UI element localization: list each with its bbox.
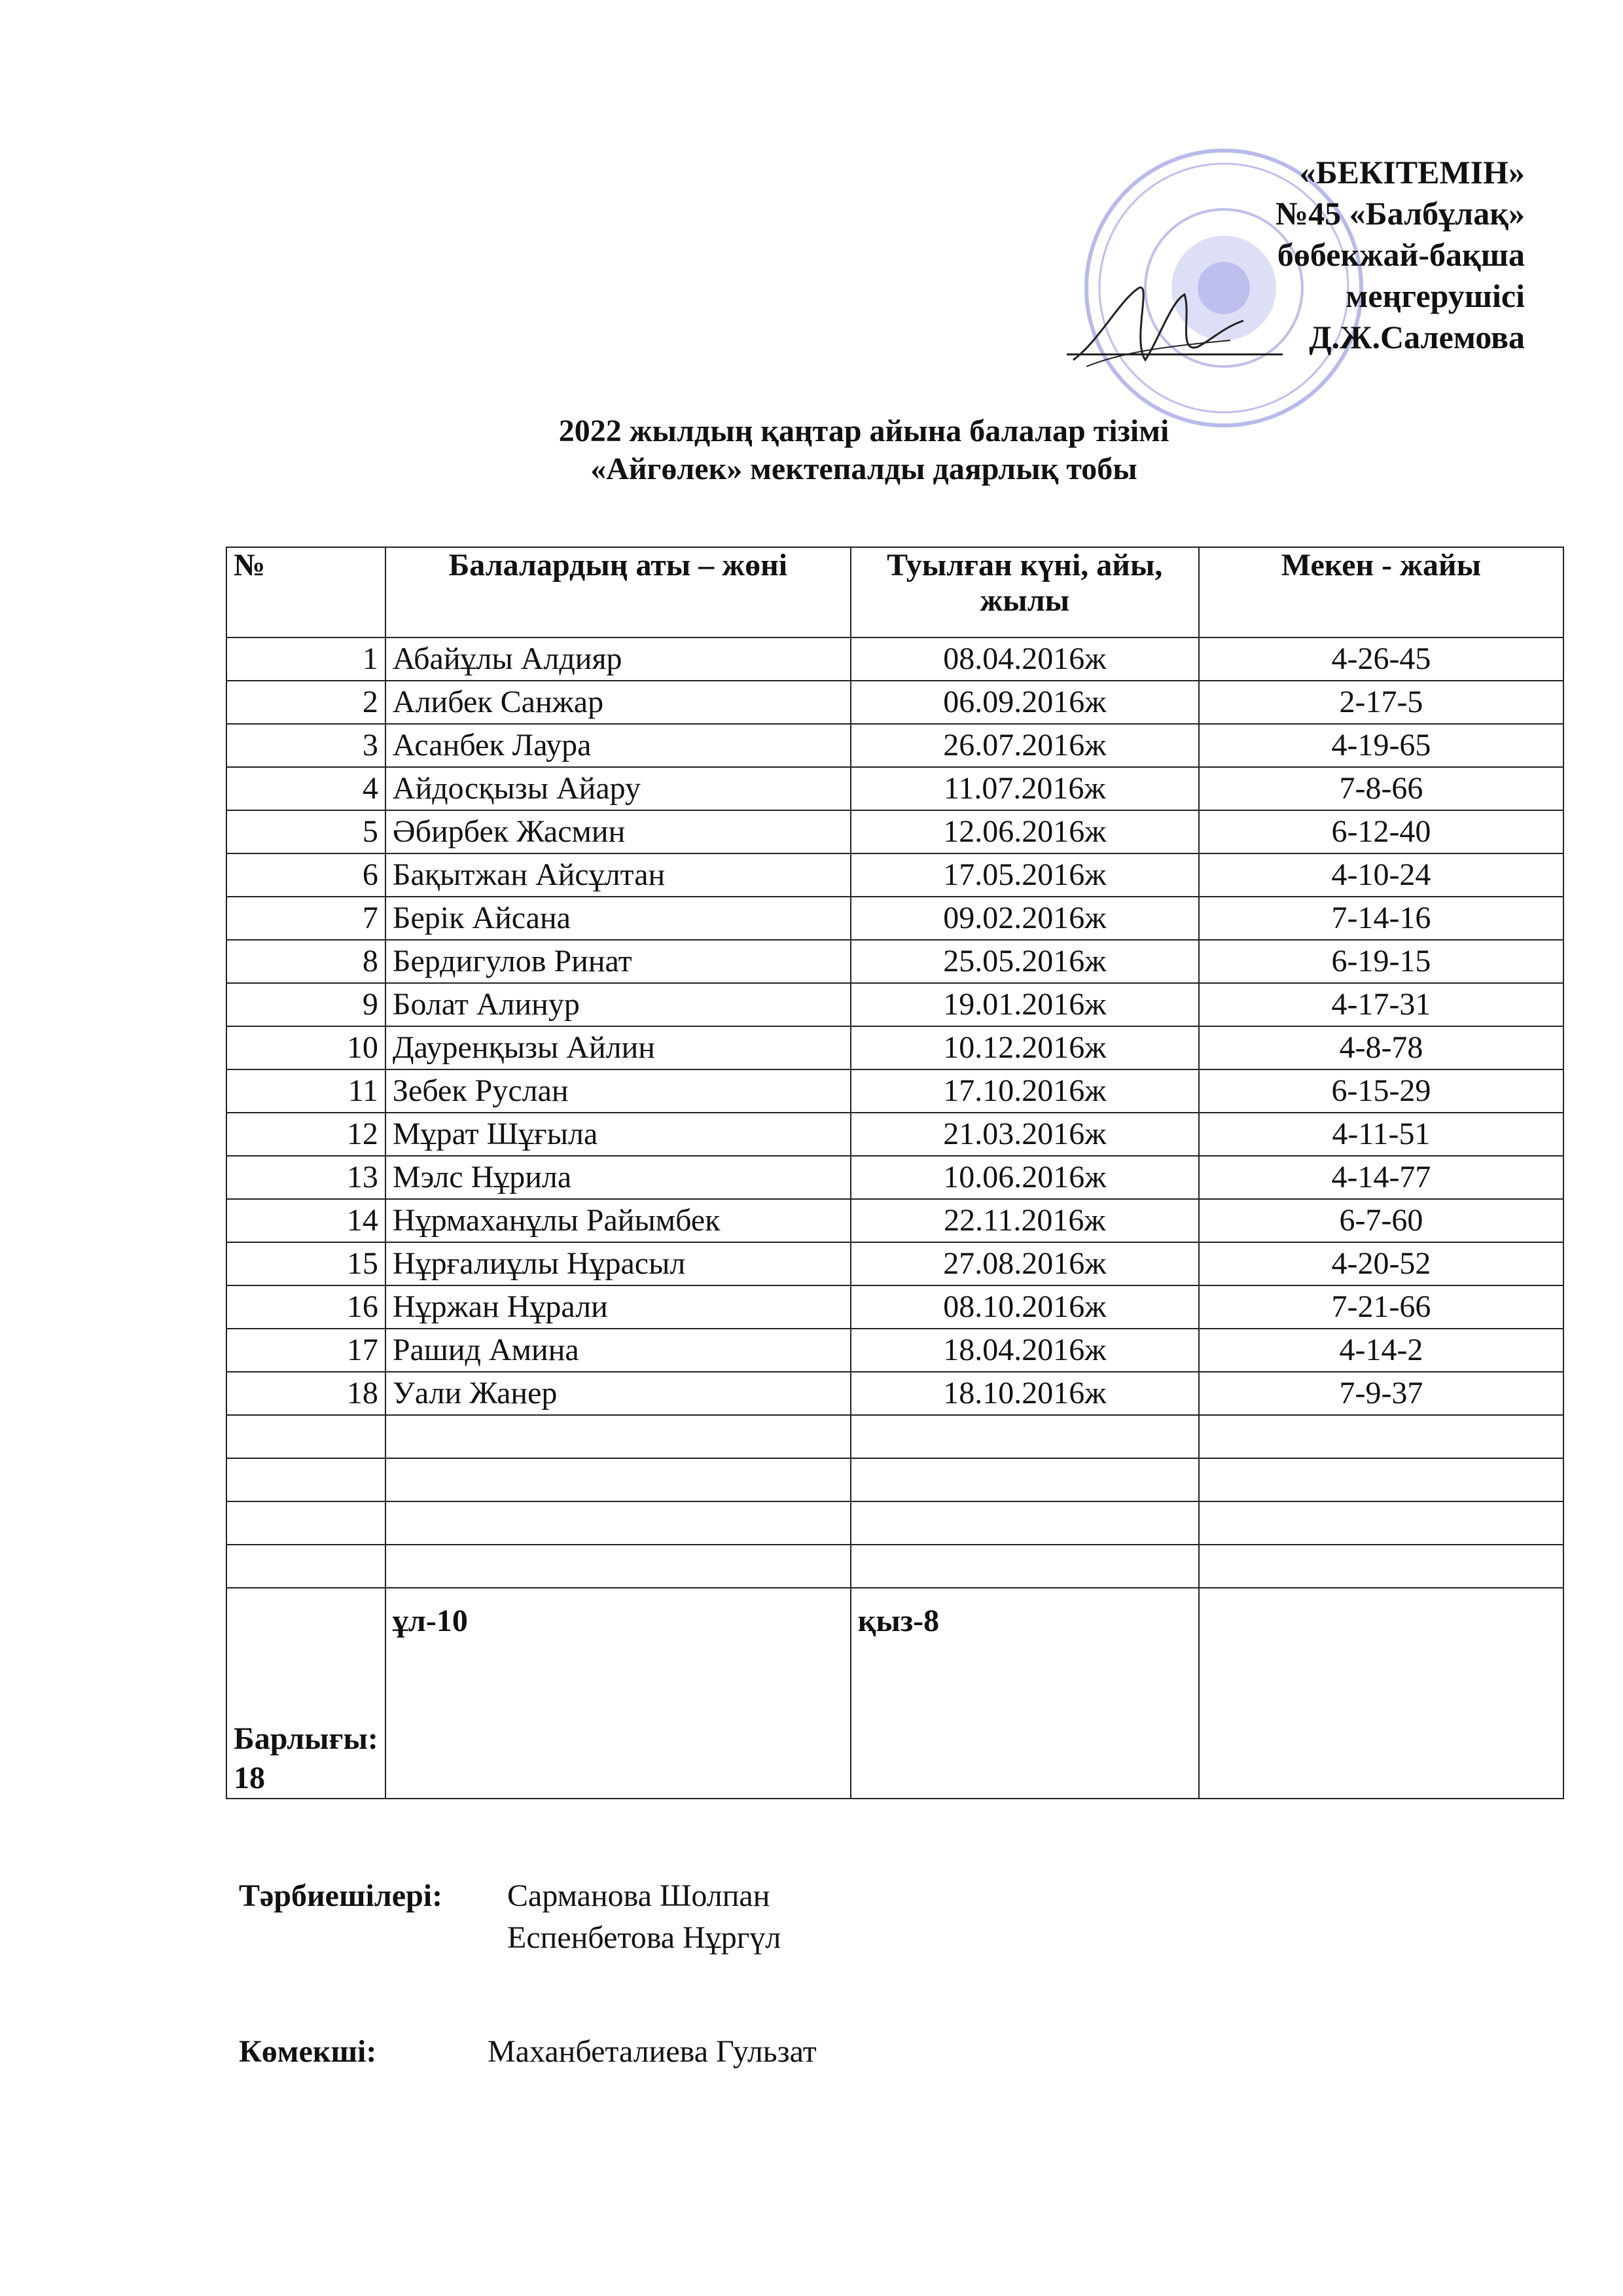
child-name: Берік Айсана — [385, 897, 851, 940]
signature-line — [1067, 353, 1283, 355]
address: 4-26-45 — [1199, 637, 1563, 681]
child-name: Айдосқызы Айару — [385, 767, 851, 810]
address: 6-15-29 — [1199, 1069, 1563, 1113]
teachers-row — [239, 1875, 817, 1959]
empty-row — [226, 1458, 1563, 1501]
child-name: Мэлс Нұрила — [385, 1156, 851, 1199]
total-boys: ұл-10 — [385, 1588, 851, 1799]
approval-line-3: бөбекжай-бақша — [1277, 236, 1525, 273]
child-name: Нұржан Нұрали — [385, 1285, 851, 1329]
birth-date: 19.01.2016ж — [851, 983, 1199, 1026]
teacher-name-1: Сарманова Шолпан — [507, 1878, 770, 1913]
header-birth: Туылған күні, айы, жылы — [851, 547, 1199, 637]
approval-line-1: «БЕКІТЕМІН» — [1299, 154, 1525, 190]
table-row — [226, 1199, 1563, 1242]
birth-date: 08.10.2016ж — [851, 1285, 1199, 1329]
children-list-table — [226, 547, 1564, 1799]
approval-line-2: №45 «Балбұлақ» — [1275, 195, 1525, 232]
birth-date: 21.03.2016ж — [851, 1113, 1199, 1156]
birth-date: 27.08.2016ж — [851, 1242, 1199, 1285]
address: 4-17-31 — [1199, 983, 1563, 1026]
table-row — [226, 681, 1563, 724]
address: 4-8-78 — [1199, 1026, 1563, 1069]
table-row — [226, 1242, 1563, 1285]
address: 7-14-16 — [1199, 897, 1563, 940]
empty-row — [226, 1501, 1563, 1545]
address: 4-19-65 — [1199, 724, 1563, 767]
birth-date: 06.09.2016ж — [851, 681, 1199, 724]
table-row — [226, 767, 1563, 810]
row-number: 17 — [226, 1329, 385, 1372]
birth-date: 17.10.2016ж — [851, 1069, 1199, 1113]
staff-block — [239, 1875, 817, 2073]
row-number: 12 — [226, 1113, 385, 1156]
table-body — [226, 637, 1563, 1415]
table-row — [226, 983, 1563, 1026]
child-name: Алибек Санжар — [385, 681, 851, 724]
table-row — [226, 897, 1563, 940]
child-name: Асанбек Лаура — [385, 724, 851, 767]
total-empty-cell — [1199, 1588, 1563, 1799]
signature — [1060, 262, 1257, 393]
table-row — [226, 810, 1563, 853]
header-address: Мекен - жайы — [1199, 547, 1563, 637]
header-name: Балалардың аты – жөні — [385, 547, 851, 637]
row-number: 8 — [226, 940, 385, 983]
header-number: № — [226, 547, 385, 637]
row-number: 10 — [226, 1026, 385, 1069]
teacher-name-2: Еспенбетова Нұргүл — [507, 1920, 781, 1955]
child-name: Дауренқызы Айлин — [385, 1026, 851, 1069]
approval-line-5: Д.Ж.Салемова — [1309, 319, 1525, 355]
heading-line-1: 2022 жылдың қаңтар айына балалар тізімі — [558, 414, 1169, 448]
table-row — [226, 853, 1563, 897]
assistant-row — [239, 2031, 817, 2073]
child-name: Нұрмаханұлы Райымбек — [385, 1199, 851, 1242]
address: 7-21-66 — [1199, 1285, 1563, 1329]
child-name: Нұрғалиұлы Нұрасыл — [385, 1242, 851, 1285]
birth-date: 25.05.2016ж — [851, 940, 1199, 983]
approval-block — [1275, 152, 1525, 358]
address: 4-14-2 — [1199, 1329, 1563, 1372]
row-number: 2 — [226, 681, 385, 724]
table-row — [226, 940, 1563, 983]
birth-date: 22.11.2016ж — [851, 1199, 1199, 1242]
birth-date: 18.10.2016ж — [851, 1372, 1199, 1415]
assistant-label: Көмекші: — [239, 2034, 377, 2069]
birth-date: 10.06.2016ж — [851, 1156, 1199, 1199]
row-number: 5 — [226, 810, 385, 853]
empty-row — [226, 1545, 1563, 1588]
row-number: 13 — [226, 1156, 385, 1199]
row-number: 9 — [226, 983, 385, 1026]
child-name: Бердигулов Ринат — [385, 940, 851, 983]
birth-date: 17.05.2016ж — [851, 853, 1199, 897]
row-number: 7 — [226, 897, 385, 940]
assistant-name: Маханбеталиева Гульзат — [488, 2034, 817, 2069]
table-row — [226, 1156, 1563, 1199]
teachers-label: Тәрбиешілері: — [239, 1878, 443, 1913]
total-label: Барлығы: 18 — [226, 1588, 385, 1799]
child-name: Абайұлы Алдияр — [385, 637, 851, 681]
child-name: Болат Алинур — [385, 983, 851, 1026]
table-row — [226, 1372, 1563, 1415]
table-row — [226, 1113, 1563, 1156]
birth-date: 10.12.2016ж — [851, 1026, 1199, 1069]
child-name: Бақытжан Айсұлтан — [385, 853, 851, 897]
birth-date: 18.04.2016ж — [851, 1329, 1199, 1372]
empty-row — [226, 1415, 1563, 1458]
birth-date: 08.04.2016ж — [851, 637, 1199, 681]
table-row — [226, 1026, 1563, 1069]
row-number: 11 — [226, 1069, 385, 1113]
document-heading — [0, 412, 1623, 488]
heading-line-2: «Айгөлек» мектепалды даярлық тобы — [590, 452, 1137, 486]
address: 7-8-66 — [1199, 767, 1563, 810]
address: 6-7-60 — [1199, 1199, 1563, 1242]
row-number: 18 — [226, 1372, 385, 1415]
address: 6-19-15 — [1199, 940, 1563, 983]
address: 6-12-40 — [1199, 810, 1563, 853]
address: 2-17-5 — [1199, 681, 1563, 724]
address: 4-20-52 — [1199, 1242, 1563, 1285]
row-number: 4 — [226, 767, 385, 810]
address: 4-11-51 — [1199, 1113, 1563, 1156]
total-row — [226, 1588, 1563, 1799]
table-row — [226, 1285, 1563, 1329]
address: 4-14-77 — [1199, 1156, 1563, 1199]
child-name: Уали Жанер — [385, 1372, 851, 1415]
row-number: 6 — [226, 853, 385, 897]
address: 7-9-37 — [1199, 1372, 1563, 1415]
table-row — [226, 1329, 1563, 1372]
row-number: 1 — [226, 637, 385, 681]
table-row — [226, 637, 1563, 681]
approval-line-4: меңгерушісі — [1346, 278, 1525, 314]
total-girls: қыз-8 — [851, 1588, 1199, 1799]
address: 4-10-24 — [1199, 853, 1563, 897]
child-name: Зебек Руслан — [385, 1069, 851, 1113]
birth-date: 09.02.2016ж — [851, 897, 1199, 940]
table-header-row — [226, 547, 1563, 637]
child-name: Мұрат Шұғыла — [385, 1113, 851, 1156]
birth-date: 26.07.2016ж — [851, 724, 1199, 767]
child-name: Рашид Амина — [385, 1329, 851, 1372]
table-row — [226, 724, 1563, 767]
row-number: 14 — [226, 1199, 385, 1242]
birth-date: 12.06.2016ж — [851, 810, 1199, 853]
table-row — [226, 1069, 1563, 1113]
birth-date: 11.07.2016ж — [851, 767, 1199, 810]
child-name: Әбирбек Жасмин — [385, 810, 851, 853]
row-number: 16 — [226, 1285, 385, 1329]
row-number: 3 — [226, 724, 385, 767]
row-number: 15 — [226, 1242, 385, 1285]
